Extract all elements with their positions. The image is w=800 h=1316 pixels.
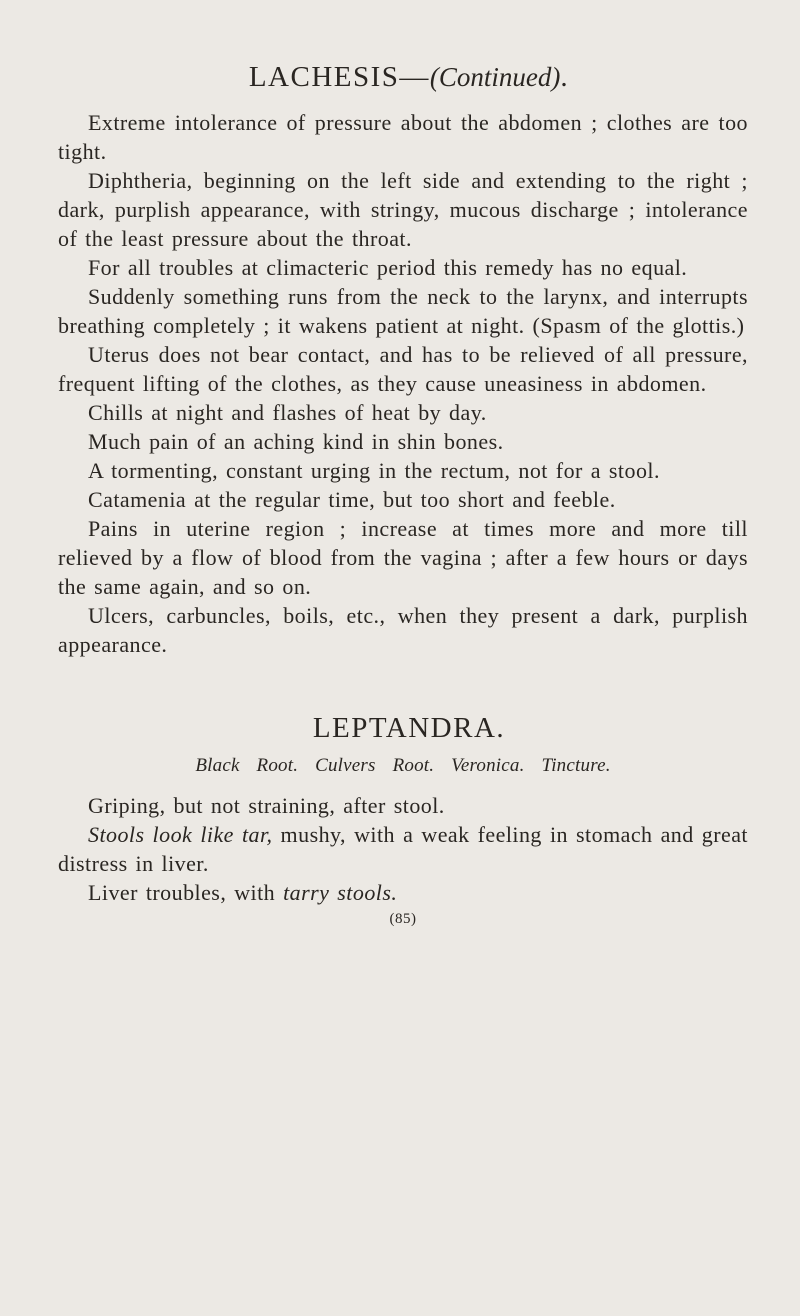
section-title-leptandra: LEPTANDRA. <box>312 712 506 744</box>
paragraph-text: Liver troubles, with <box>88 880 284 905</box>
paragraph: A tormenting, constant urging in the rectum, not for a stool. <box>88 458 660 483</box>
paragraph: Griping, but not straining, after stool. <box>88 793 445 818</box>
page-content <box>58 60 748 928</box>
heading-continued: (Continued) <box>429 62 561 92</box>
paragraph: Pains in uterine region ; increase at times more and more till relieved by a flow of blood from the vagina ; after a few hours or days the same again, and so on. <box>58 516 748 599</box>
paragraph <box>58 820 748 878</box>
heading-period: . <box>560 61 570 93</box>
paragraph <box>58 878 748 907</box>
paragraph: Ulcers, carbuncles, boils, etc., when they present a dark, purplish appearance. <box>58 603 748 657</box>
paragraph: Suddenly something runs from the neck to the larynx, and interrupts breathing completely ; it wakens patient at night. (Spasm of the glottis.) <box>58 284 748 338</box>
paragraph: Much pain of an aching kind in shin bones. <box>88 429 504 454</box>
page-heading <box>70 60 748 94</box>
paragraph: Diphtheria, beginning on the left side and extending to the right ; dark, purplish appearance, with stringy, mucous discharge ; intolerance of the least pressure about the throat. <box>58 168 748 251</box>
italic-phrase: tarry stools. <box>283 880 398 905</box>
section-synonyms: Black Root. Culvers Root. Veronica. Tincture. <box>195 755 611 776</box>
paragraph: Extreme intolerance of pressure about the abdomen ; clothes are too tight. <box>58 110 748 164</box>
paragraph: Catamenia at the regular time, but too short and feeble. <box>88 487 616 512</box>
heading-title: LACHESIS— <box>248 61 430 93</box>
italic-phrase: Stools look like tar, <box>88 822 273 847</box>
paragraph: For all troubles at climacteric period this remedy has no equal. <box>88 255 688 280</box>
paragraph: Uterus does not bear contact, and has to be relieved of all pressure, frequent lifting of the clothes, as they cause uneasiness in abdomen. <box>58 342 748 396</box>
paragraph-text: mushy, with a weak feeling in stomach and great distress in liver. <box>58 822 748 876</box>
page-number: (85) <box>389 911 417 927</box>
paragraph: Chills at night and flashes of heat by day. <box>88 400 487 425</box>
